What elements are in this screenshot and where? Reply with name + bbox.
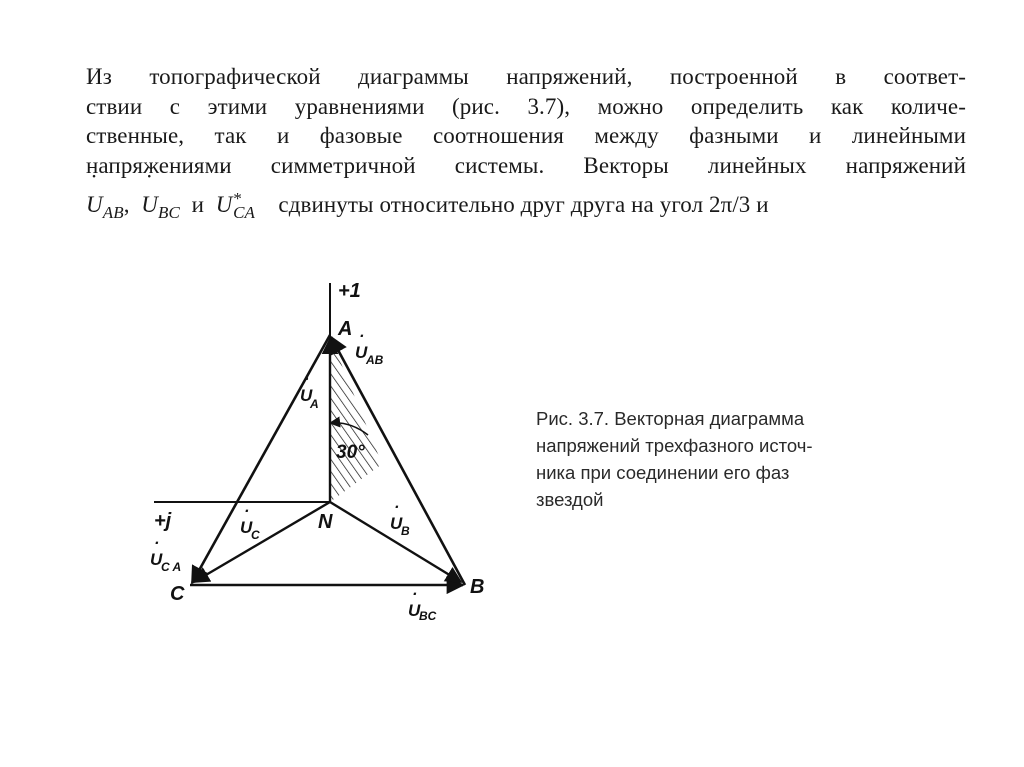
caption-line-1: Рис. 3.7. Векторная диаграмма: [536, 408, 805, 429]
paragraph-line-1: Из топографической диаграммы напряжений, построенной в соответ-: [86, 64, 966, 89]
symbol-u-bc: ˙ $U_{BC}$: [141, 190, 180, 228]
axis-imag-label: +j: [154, 510, 172, 532]
angle-label: 30°: [336, 442, 365, 463]
label-u-c: [240, 503, 260, 542]
axis-real-label: +1: [338, 280, 361, 302]
label-u-ab: [355, 328, 384, 367]
paragraph-line-5-rest: сдвинуты относительно друг друга на угол 2π/3 и: [278, 192, 769, 217]
vertex-a-label: A: [338, 318, 353, 340]
neutral-label: N: [318, 511, 333, 533]
svg-text:U: U: [240, 518, 253, 537]
svg-text:BC: BC: [419, 609, 437, 620]
vertex-c-label: C: [170, 583, 185, 605]
svg-text:·: ·: [304, 371, 310, 388]
body-paragraph: [86, 62, 966, 228]
paragraph-line-4: напряжениями симметричной системы. Векторы линейных напряжений: [86, 152, 966, 178]
svg-text:·: ·: [154, 535, 160, 552]
figure-caption: [536, 405, 896, 513]
svg-text:U: U: [408, 601, 421, 620]
svg-text:U: U: [355, 343, 368, 362]
svg-text:B: B: [401, 524, 410, 538]
label-u-bc: [408, 586, 437, 620]
svg-text:C: C: [251, 528, 260, 542]
comma: ,: [123, 192, 130, 217]
svg-text:·: ·: [244, 503, 250, 520]
svg-text:AB: AB: [366, 353, 384, 367]
paragraph-line-3: ственные, так и фазовые соотношения между фазными и линейными: [86, 123, 966, 148]
symbol-u-ab: ˙ $U_{AB}$: [86, 190, 124, 228]
label-u-ca: [150, 535, 181, 574]
vector-diagram: [150, 275, 495, 620]
svg-text:·: ·: [359, 328, 365, 345]
label-u-b: [390, 499, 410, 538]
symbol-u-ca: ˙ $U^*_{CA}$: [216, 184, 255, 228]
caption-line-4: звездой: [536, 489, 604, 510]
svg-text:C A: C A: [161, 560, 182, 574]
svg-text:U: U: [390, 514, 403, 533]
vertex-b-label: B: [470, 576, 485, 598]
svg-text:U: U: [150, 550, 163, 569]
conjunction-and: и: [191, 192, 205, 217]
svg-text:U: U: [300, 386, 313, 405]
paragraph-line-2: ствии с этими уравнениями (рис. 3.7), можно определить как количе-: [86, 93, 966, 119]
label-u-a: [300, 371, 319, 411]
caption-line-2: напряжений трехфазного источ-: [536, 435, 813, 456]
svg-text:A: A: [310, 397, 319, 411]
svg-text:·: ·: [412, 586, 418, 603]
caption-line-3: ника при соединении его фаз: [536, 462, 790, 483]
svg-text:·: ·: [394, 499, 400, 516]
paragraph-line-5: [86, 184, 966, 228]
